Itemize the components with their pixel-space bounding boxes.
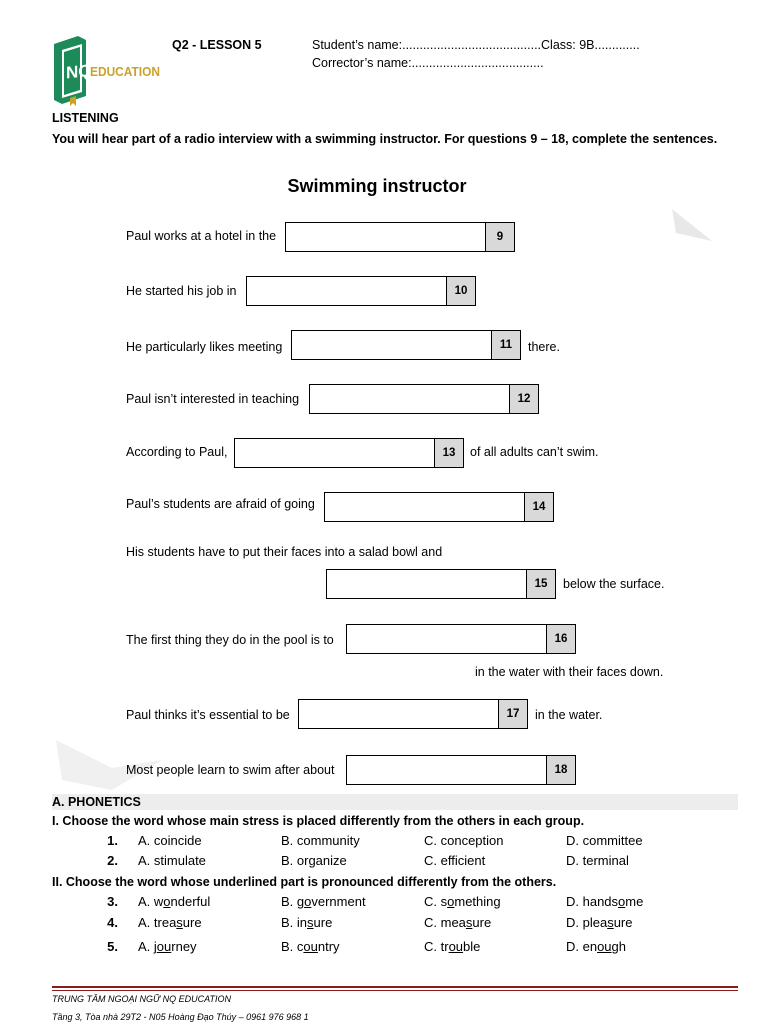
answer-option-d[interactable]: D. handsome: [566, 894, 644, 909]
question-number-9: 9: [485, 223, 514, 251]
svg-text:EDUCATION: EDUCATION: [90, 64, 160, 79]
answer-option-d[interactable]: D. pleasure: [566, 915, 633, 930]
corrector-name-line: Corrector’s name:......................................: [312, 56, 544, 70]
answer-box-11[interactable]: [291, 330, 521, 360]
question-number-17: 17: [498, 700, 527, 728]
question-number-12: 12: [509, 385, 538, 413]
answer-box-15[interactable]: [326, 569, 556, 599]
answer-option-b[interactable]: B. government: [281, 894, 366, 909]
task-title: Swimming instructor: [287, 176, 467, 196]
question-number-18: 18: [546, 756, 575, 784]
question-number: 2.: [107, 853, 118, 868]
question-row-4: [0, 915, 768, 933]
question-number-16: 16: [546, 625, 575, 653]
answer-option-d[interactable]: D. enough: [566, 939, 627, 954]
answer-box-10[interactable]: [246, 276, 476, 306]
student-name-line: Student’s name:........................................Class: 9B.............: [312, 38, 640, 52]
answer-box-9[interactable]: [285, 222, 515, 252]
question-number: 4.: [107, 915, 118, 930]
answer-option-c[interactable]: C. something: [424, 894, 501, 909]
question-number-11: 11: [491, 331, 520, 359]
sentence-11-text: He particularly likes meeting: [126, 340, 283, 354]
sentence-15-text: His students have to put their faces into a salad bowl and: [126, 545, 443, 559]
svg-text:NQ: NQ: [66, 60, 92, 83]
answer-box-16[interactable]: [346, 624, 576, 654]
sentence-18-text: Most people learn to swim after about: [126, 763, 335, 777]
phonetics-part1-instruction: I. Choose the word whose main stress is placed differently from the others in each group.: [52, 814, 585, 828]
answer-option-b[interactable]: B. country: [281, 939, 340, 954]
footer-address: Tầng 3, Tòa nhà 29T2 - N05 Hoàng Đạo Thúy – 0961 976 968 1: [52, 1012, 309, 1022]
phonetics-heading-bar: [52, 794, 738, 810]
sentence-17-text: Paul thinks it’s essential to be: [126, 708, 290, 722]
listening-instruction: You will hear part of a radio interview with a swimming instructor. For questions 9 – 18, complete the sentences.: [52, 132, 718, 146]
sentence-15-after: below the surface.: [563, 577, 665, 591]
answer-option-a[interactable]: A. coincide: [138, 833, 202, 848]
question-row-1: [0, 833, 768, 851]
question-number-15: 15: [526, 570, 555, 598]
answer-option-b[interactable]: B. community: [281, 833, 360, 848]
answer-option-d[interactable]: D. committee: [566, 833, 643, 848]
watermark-shape-icon: [52, 720, 172, 800]
lesson-title: Q2 - LESSON 5: [172, 38, 262, 52]
sentence-9-text: Paul works at a hotel in the: [126, 229, 277, 243]
answer-option-c[interactable]: C. efficient: [424, 853, 486, 868]
sentence-13-text: According to Paul,: [126, 445, 228, 459]
answer-box-18[interactable]: [346, 755, 576, 785]
footer-divider: [52, 986, 738, 988]
answer-option-b[interactable]: B. organize: [281, 853, 347, 868]
footer-divider-thin: [52, 990, 738, 991]
answer-box-14[interactable]: [324, 492, 554, 522]
answer-option-a[interactable]: A. wonderful: [138, 894, 211, 909]
question-number-13: 13: [434, 439, 463, 467]
footer-center-name: TRUNG TÂM NGOẠI NGỮ NQ EDUCATION: [52, 994, 231, 1004]
sentence-16-text: The first thing they do in the pool is to: [126, 633, 334, 647]
answer-option-b[interactable]: B. insure: [281, 915, 333, 930]
answer-option-c[interactable]: C. measure: [424, 915, 492, 930]
question-number: 3.: [107, 894, 118, 909]
answer-box-12[interactable]: [309, 384, 539, 414]
listening-heading: LISTENING: [52, 111, 119, 125]
sentence-13-after: of all adults can’t swim.: [470, 445, 599, 459]
sentence-14-text: Paul’s students are afraid of going: [126, 497, 315, 511]
question-number: 5.: [107, 939, 118, 954]
answer-option-a[interactable]: A. treasure: [138, 915, 202, 930]
question-number-10: 10: [446, 277, 475, 305]
question-number-14: 14: [524, 493, 553, 521]
answer-option-d[interactable]: D. terminal: [566, 853, 629, 868]
answer-option-c[interactable]: C. conception: [424, 833, 504, 848]
answer-option-a[interactable]: A. journey: [138, 939, 197, 954]
sentence-12-text: Paul isn’t interested in teaching: [126, 392, 300, 406]
answer-option-c[interactable]: C. trouble: [424, 939, 481, 954]
question-row-3: [0, 894, 768, 912]
nq-education-logo: [52, 34, 164, 106]
question-row-2: [0, 853, 768, 871]
sentence-17-after: in the water.: [535, 708, 603, 722]
answer-box-13[interactable]: [234, 438, 464, 468]
phonetics-heading: A. PHONETICS: [52, 795, 141, 809]
sentence-16-after: in the water with their faces down.: [475, 665, 664, 679]
phonetics-part2-instruction: II. Choose the word whose underlined part is pronounced differently from the others.: [52, 875, 557, 889]
answer-box-17[interactable]: [298, 699, 528, 729]
question-row-5: [0, 939, 768, 957]
watermark-arrow-icon: [672, 205, 716, 245]
sentence-10-text: He started his job in: [126, 284, 237, 298]
answer-option-a[interactable]: A. stimulate: [138, 853, 206, 868]
question-number: 1.: [107, 833, 118, 848]
sentence-11-after: there.: [528, 340, 560, 354]
